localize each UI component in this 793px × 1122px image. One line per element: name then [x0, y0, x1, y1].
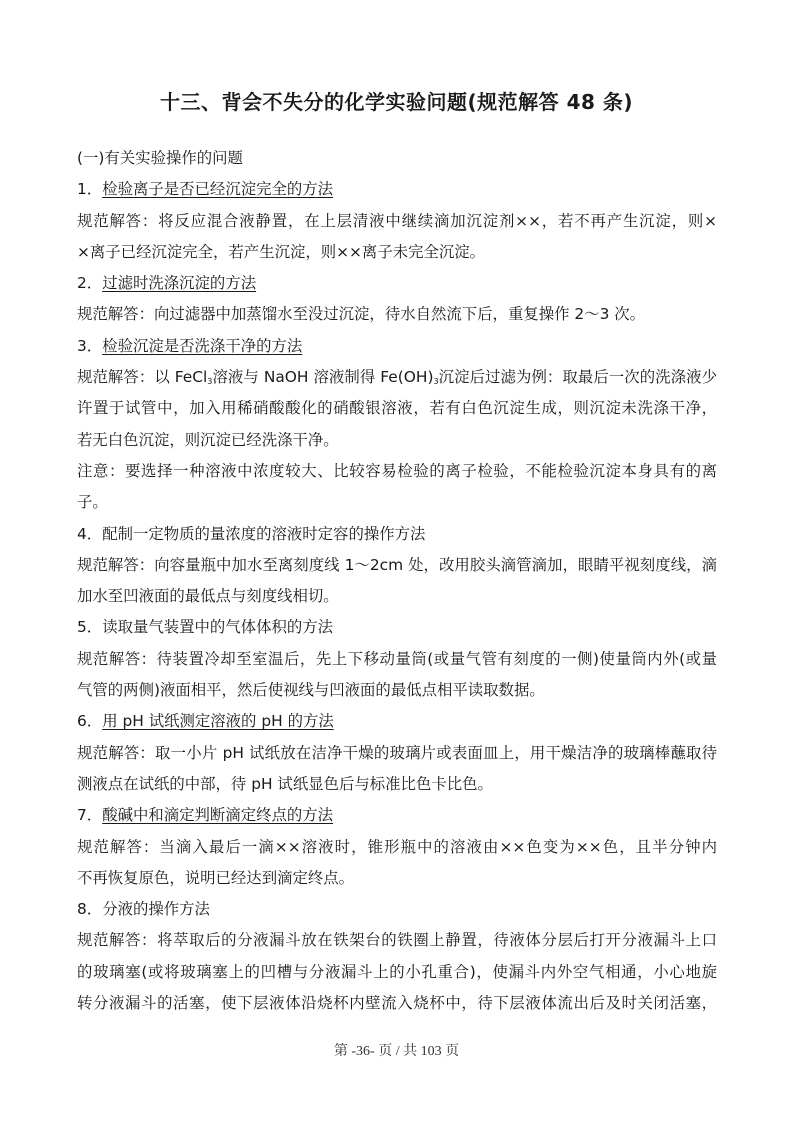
- subscript: 3: [207, 377, 213, 387]
- heading-text: 配制一定物质的量浓度的溶液时定容的操作方法: [102, 524, 426, 543]
- paragraph-line: 若无白色沉淀，则沉淀已经洗涤干净。: [77, 430, 339, 449]
- heading-number: 8．: [77, 900, 103, 919]
- page-title: 十三、背会不失分的化学实验问题(规范解答 48 条): [159, 90, 634, 114]
- paragraph-line: 规范解答：取一小片 pH 试纸放在洁净干燥的玻璃片或表面皿上，用干燥洁净的玻璃棒蘸取待: [77, 743, 717, 762]
- heading-number: 5．: [77, 618, 103, 637]
- paragraph-line: 的玻璃塞(或将玻璃塞上的凹槽与分液漏斗上的小孔重合)，使漏斗内外空气相通，小心地旋: [77, 962, 717, 981]
- section-heading: [77, 519, 717, 550]
- paragraph-line: 规范解答：将萃取后的分液漏斗放在铁架台的铁圈上静置，待液体分层后打开分液漏斗上口: [77, 931, 717, 950]
- heading-number: 4．: [77, 524, 103, 543]
- heading-number: 3．: [77, 336, 103, 355]
- heading-text: 用 pH 试纸测定溶液的 pH 的方法: [102, 712, 334, 731]
- paragraph-line: 规范解答：向过滤器中加蒸馏水至没过沉淀，待水自然流下后，重复操作 2～3 次。: [77, 305, 646, 324]
- paragraph-line: (一)有关实验操作的问题: [77, 149, 243, 167]
- heading-number: 6．: [77, 712, 103, 731]
- paragraph-line: 测液点在试纸的中部，待 pH 试纸显色后与标准比色卡比色。: [77, 774, 493, 793]
- paragraph-line: 许置于试管中，加入用稀硝酸酸化的硝酸银溶液，若有白色沉淀生成，则沉淀未洗涤干净，: [77, 399, 717, 418]
- heading-text: 过滤时洗涤沉淀的方法: [102, 274, 257, 293]
- paragraph-line: ×离子已经沉淀完全，若产生沉淀，则××离子未完全沉淀。: [77, 242, 486, 261]
- text-run: 沉淀后过滤为例：取最后一次的洗涤液少: [438, 368, 717, 387]
- paragraph-line: 子。: [77, 493, 108, 512]
- paragraph-line: 转分液漏斗的活塞，使下层液体沿烧杯内壁流入烧杯中，待下层液体流出后及时关闭活塞，: [77, 994, 717, 1013]
- section-heading: [77, 331, 717, 362]
- section-heading: [77, 268, 717, 299]
- paragraph-line: 注意：要选择一种溶液中浓度较大、比较容易检验的离子检验，不能检验沉淀本身具有的离: [77, 461, 717, 480]
- heading-text: 检验沉淀是否洗涤干净的方法: [102, 336, 303, 355]
- heading-text: 分液的操作方法: [102, 900, 210, 919]
- heading-number: 2．: [77, 274, 103, 293]
- subscript: 3: [433, 377, 439, 387]
- heading-number: 7．: [77, 806, 103, 825]
- paragraph-line: 规范解答：将反应混合液静置，在上层清液中继续滴加沉淀剂××，若不再产生沉淀，则×: [77, 211, 717, 230]
- heading-number: 1．: [77, 180, 103, 199]
- section-heading: [77, 706, 717, 737]
- paragraph-line: 规范解答：待装置冷却至室温后，先上下移动量筒(或量气管有刻度的一侧)使量筒内外(或量: [77, 649, 717, 668]
- section-heading: [77, 894, 717, 925]
- paragraph-line: 加水至凹液面的最低点与刻度线相切。: [77, 587, 339, 606]
- paragraph-line: [77, 362, 717, 393]
- section-heading: [77, 174, 717, 205]
- heading-text: 检验离子是否已经沉淀完全的方法: [102, 180, 334, 199]
- text-run: 规范解答：以 FeCl: [77, 368, 208, 387]
- document-body: [77, 143, 717, 1019]
- page-number-footer: 第 -36- 页 / 共 103 页: [333, 1044, 460, 1059]
- paragraph-line: 气管的两侧)液面相平，然后使视线与凹液面的最低点相平读取数据。: [77, 681, 545, 700]
- heading-text: 读取量气装置中的气体体积的方法: [102, 618, 334, 637]
- paragraph-line: 不再恢复原色，说明已经达到滴定终点。: [77, 868, 355, 887]
- paragraph-line: 规范解答：当滴入最后一滴××溶液时，锥形瓶中的溶液由××色变为××色，且半分钟内: [77, 837, 717, 856]
- heading-text: 酸碱中和滴定判断滴定终点的方法: [102, 806, 334, 825]
- paragraph-line: 规范解答：向容量瓶中加水至离刻度线 1～2cm 处，改用胶头滴管滴加，眼睛平视刻度线，滴: [77, 555, 717, 574]
- text-run: 溶液与 NaOH 溶液制得 Fe(OH): [212, 368, 434, 387]
- section-heading: [77, 612, 717, 643]
- section-heading: [77, 800, 717, 831]
